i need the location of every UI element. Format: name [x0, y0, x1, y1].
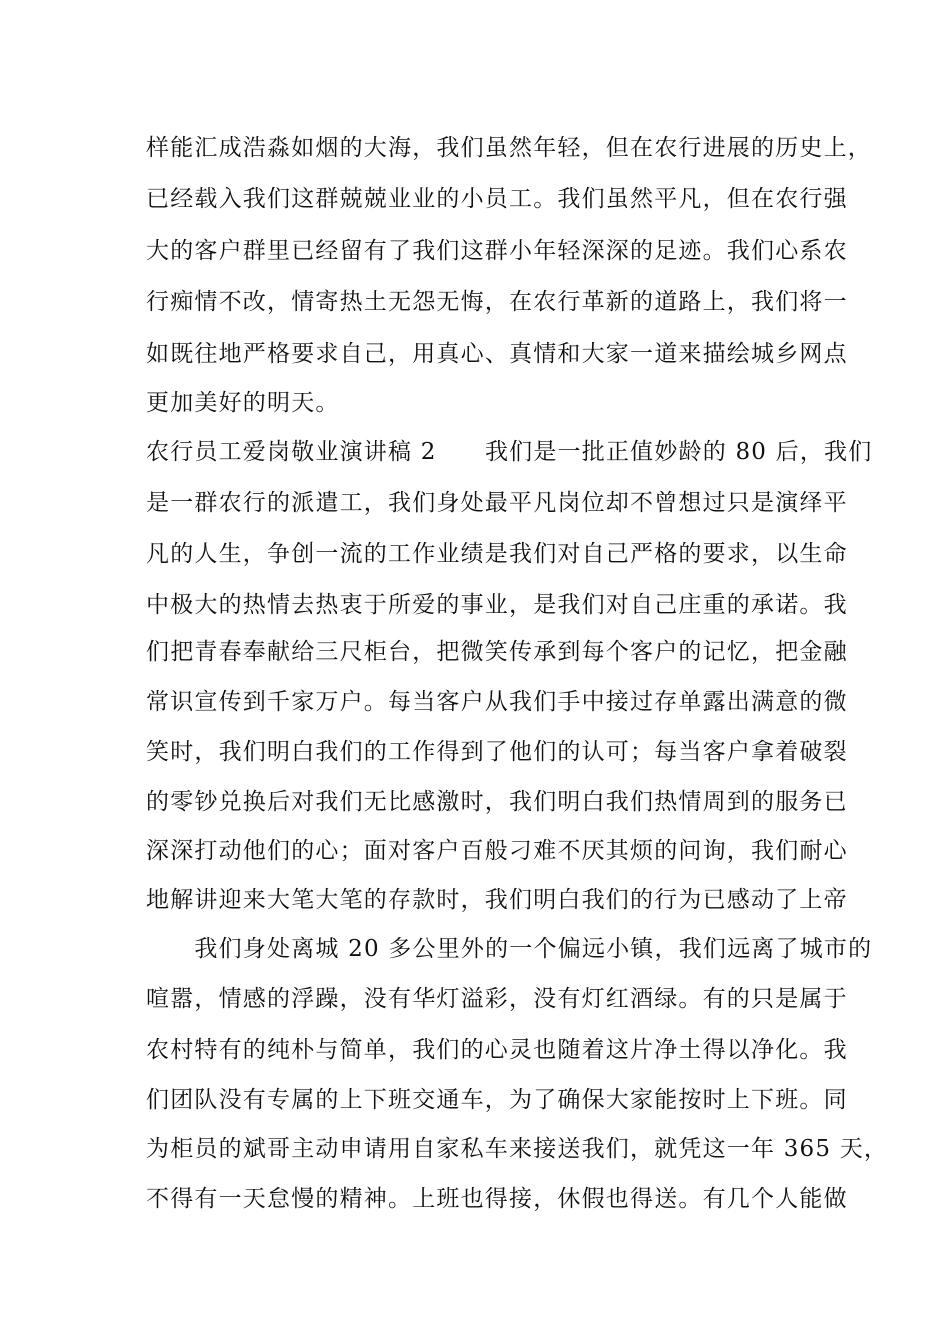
- paragraph-start-line: 我们身处离城 20 多公里外的一个偏远小镇，我们远离了城市的: [146, 936, 873, 962]
- text-line: 地解讲迎来大笔大笔的存款时，我们明白我们的行为已感动了上帝: [146, 887, 848, 913]
- text-line: 如既往地严格要求自己，用真心、真情和大家一道来描绘城乡网点: [146, 341, 848, 367]
- text-line: 农村特有的纯朴与简单，我们的心灵也随着这片净土得以净化。我: [146, 1037, 848, 1063]
- text-line: 们把青春奉献给三尺柜台，把微笑传承到每个客户的记忆，把金融: [146, 639, 848, 665]
- text-line: 更加美好的明天。: [146, 390, 340, 416]
- text-line: 已经载入我们这群兢兢业业的小员工。我们虽然平凡，但在农行强: [146, 186, 848, 212]
- text-line: 中极大的热情去热衷于所爱的事业，是我们对自己庄重的承诺。我: [146, 592, 848, 618]
- section-title-line: 农行员工爱岗敬业演讲稿 2 我们是一批正值妙龄的 80 后，我们: [146, 439, 873, 465]
- text-line: 凡的人生，争创一流的工作业绩是我们对自己严格的要求，以生命: [146, 541, 848, 567]
- text-line: 笑时，我们明白我们的工作得到了他们的认可；每当客户拿着破裂: [146, 739, 848, 765]
- text-line: 行痴情不改，情寄热土无怨无悔，在农行革新的道路上，我们将一: [146, 289, 848, 315]
- text-line: 常识宣传到千家万户。每当客户从我们手中接过存单露出满意的微: [146, 689, 848, 715]
- text-line: 喧嚣，情感的浮躁，没有华灯溢彩，没有灯红酒绿。有的只是属于: [146, 986, 848, 1012]
- text-line: 是一群农行的派遣工，我们身处最平凡岗位却不曾想过只是演绎平: [146, 490, 848, 516]
- text-line: 的零钞兑换后对我们无比感激时，我们明白我们热情周到的服务已: [146, 789, 848, 815]
- text-line: 大的客户群里已经留有了我们这群小年轻深深的足迹。我们心系农: [146, 238, 848, 264]
- text-line: 为柜员的斌哥主动申请用自家私车来接送我们，就凭这一年 365 天，: [146, 1136, 889, 1162]
- text-line: 不得有一天怠慢的精神。上班也得接，休假也得送。有几个人能做: [146, 1186, 848, 1212]
- text-line: 深深打动他们的心；面对客户百般刁难不厌其烦的问询，我们耐心: [146, 838, 848, 864]
- text-line: 样能汇成浩淼如烟的大海，我们虽然年轻，但在农行进展的历史上，: [146, 135, 872, 161]
- text-line: 们团队没有专属的上下班交通车，为了确保大家能按时上下班。同: [146, 1087, 848, 1113]
